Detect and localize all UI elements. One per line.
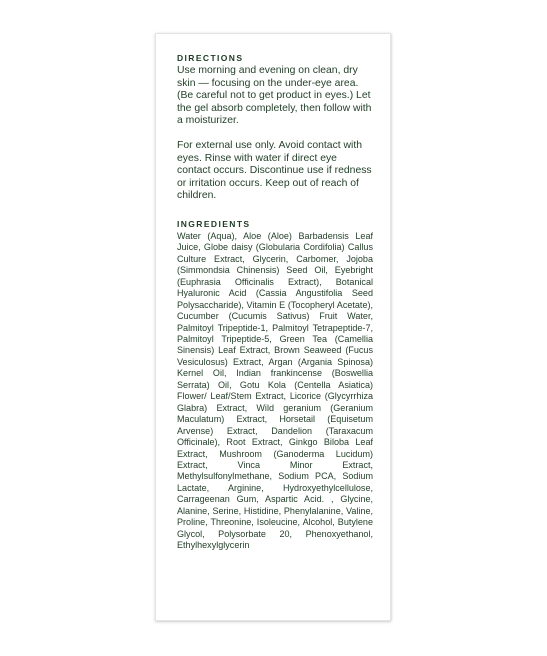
product-label-panel (155, 33, 391, 621)
label-content (177, 52, 373, 552)
ingredients-list-text: Water (Aqua), Aloe (Aloe) Barbadensis Leaf Juice, Globe daisy (Globularia Cordifolia) Callus Culture Extract, Glycerin, Carbomer, Jojoba (Simmondsia Chinensis) Seed Oil, Eyebright (Euphrasia Officinalis Extract), Botanical Hyaluronic Acid (Cassia Angustifolia Seed Polysaccharide), Vitamin E (Tocopheryl Acetate), Cucumber (Cucumis Sativus) Fruit Water, Palmitoyl Tripeptide-1, Palmitoyl Tetrapeptide-7, Palmitoyl Tripeptide-5, Green Tea (Camellia Sinensis) Leaf Extract, Brown Seaweed (Fucus Vesiculosus) Extract, Argan (Argania Spinosa) Kernel Oil, Indian frankincense (Boswellia Serrata) Oil, Gotu Kola (Centella Asiatica) Flower/ Leaf/Stem Extract, Licorice (Glycyrrhiza Glabra) Extract, Wild geranium (Geranium Maculatum) Extract, Horsetail (Equisetum Arvense) Extract, Dandelion (Taraxacum Officinale), Root Extract, Ginkgo Biloba Leaf Extract, Mushroom (Ganoderma Lucidum) Extract, Vinca Minor Extract, Methylsulfonylmethane, Sodium PCA, Sodium Lactate, Arginine, Hydroxyethylcellulose, Carrageenan Gum, Aspartic Acid. , Glycine, Alanine, Serine, Histidine, Phenylalanine, Valine, Proline, Threonine, Isoleucine, Alcohol, Butylene Glycol, Polysorbate 20, Phenoxyethanol, Ethylhexylglycerin (177, 230, 373, 551)
directions-heading: DIRECTIONS (177, 53, 244, 63)
ingredients-heading: INGREDIENTS (177, 218, 251, 229)
directions-usage-text: Use morning and evening on clean, dry skin — focusing on the under-eye area. (Be careful not to get product in eyes.) Let the gel absorb completely, then follow with a moisturizer. (177, 65, 372, 127)
directions-warning-text: For external use only. Avoid contact with eyes. Rinse with water if direct eye contact occurs. Discontinue use if redness or irritation occurs. Keep out of reach of children. (177, 139, 372, 202)
